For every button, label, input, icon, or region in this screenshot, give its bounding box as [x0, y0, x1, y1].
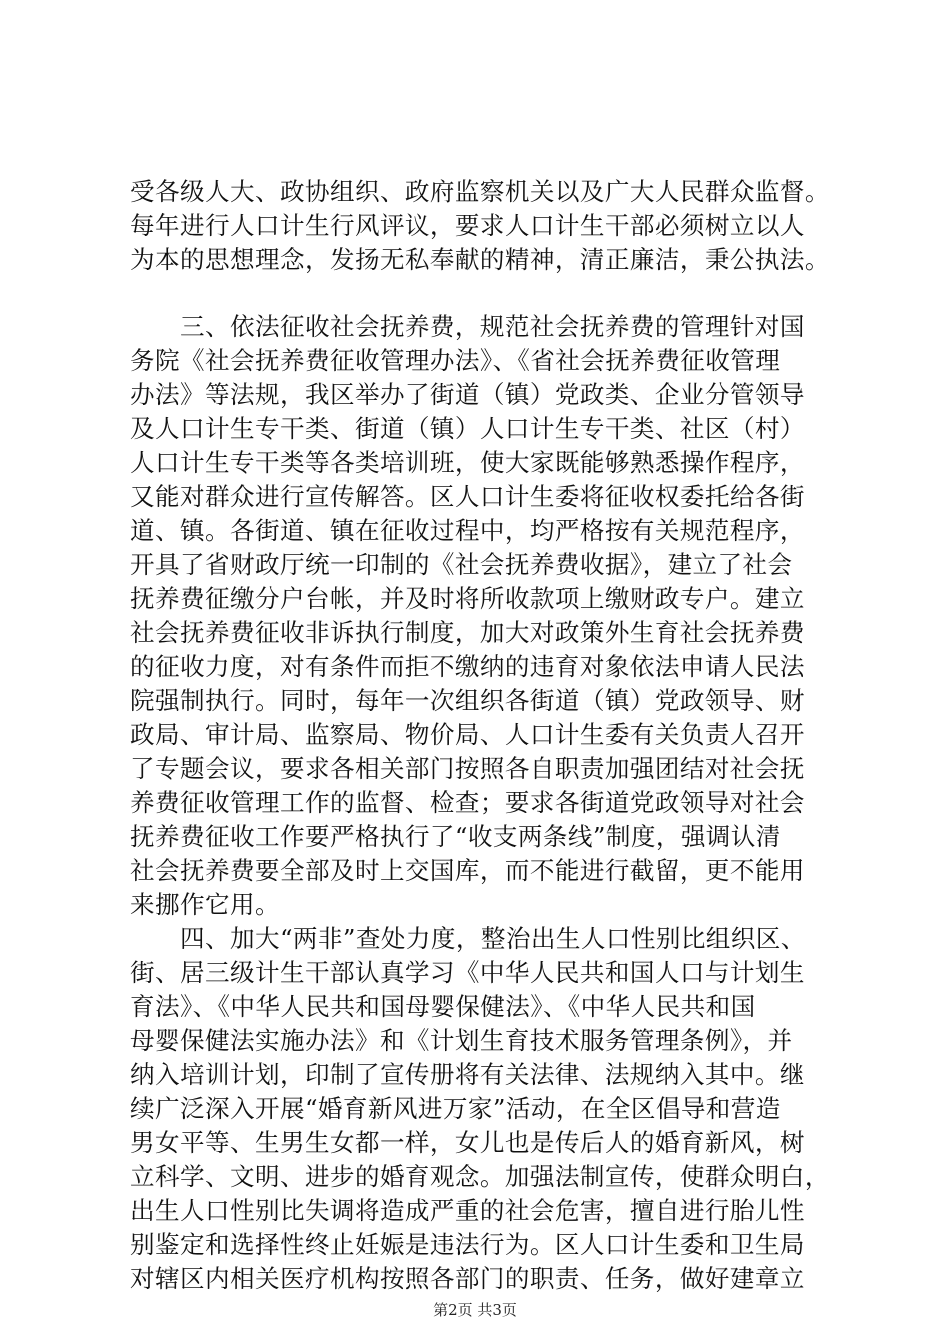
text-line: 社会抚养费要全部及时上交国库，而不能进行截留，更不能用 — [130, 856, 805, 885]
text-line: 受各级人大、政协组织、政府监察机关以及广大人民群众监督。 — [130, 177, 830, 206]
text-line: 男女平等、生男生女都一样，女儿也是传后人的婚育新风，树 — [130, 1128, 805, 1157]
text-line: 道、镇。各街道、镇在征收过程中，均严格按有关规范程序， — [130, 516, 805, 545]
text-line: 立科学、文明、进步的婚育观念。加强法制宣传，使群众明白， — [130, 1162, 830, 1191]
text-line: 续广泛深入开展“婚育新风进万家”活动，在全区倡导和营造 — [130, 1094, 781, 1123]
text-line: 抚养费征缴分户台帐，并及时将所收款项上缴财政专户。建立 — [130, 584, 805, 613]
page-number-footer: 第2页 共3页 — [433, 1301, 517, 1319]
text-line: 社会抚养费征收非诉执行制度，加大对政策外生育社会抚养费 — [130, 618, 805, 647]
text-line: 政局、审计局、监察局、物价局、人口计生委有关负责人召开 — [130, 720, 805, 749]
text-line: 纳入培训计划，印制了宣传册将有关法律、法规纳入其中。继 — [130, 1060, 805, 1089]
text-line: 育法》、《中华人民共和国母婴保健法》、《中华人民共和国 — [130, 992, 756, 1021]
text-line: 开具了省财政厅统一印制的《社会抚养费收据》，建立了社会 — [130, 550, 793, 579]
text-line: 养费征收管理工作的监督、检查；要求各街道党政领导对社会 — [130, 788, 805, 817]
text-line: 三、依法征收社会抚养费，规范社会抚养费的管理针对国 — [130, 312, 805, 341]
text-line: 每年进行人口计生行风评议，要求人口计生干部必须树立以人 — [130, 211, 805, 240]
text-line: 又能对群众进行宣传解答。区人口计生委将征收权委托给各街 — [130, 482, 805, 511]
text-line: 出生人口性别比失调将造成严重的社会危害，擅自进行胎儿性 — [130, 1196, 805, 1225]
text-line: 四、加大“两非”查处力度，整治出生人口性别比组织区、 — [130, 924, 806, 953]
text-line: 街、居三级计生干部认真学习《中华人民共和国人口与计划生 — [130, 958, 805, 987]
text-line: 母婴保健法实施办法》和《计划生育技术服务管理条例》，并 — [130, 1026, 793, 1055]
text-line: 人口计生专干类等各类培训班，使大家既能够熟悉操作程序， — [130, 448, 805, 477]
text-line: 为本的思想理念，发扬无私奉献的精神，清正廉洁，秉公执法。 — [130, 245, 830, 274]
text-line: 务院《社会抚养费征收管理办法》、《省社会抚养费征收管理 — [130, 346, 781, 375]
text-line: 别鉴定和选择性终止妊娠是违法行为。区人口计生委和卫生局 — [130, 1230, 805, 1259]
text-line: 的征收力度，对有条件而拒不缴纳的违育对象依法申请人民法 — [130, 652, 805, 681]
text-line: 抚养费征收工作要严格执行了“收支两条线”制度，强调认清 — [130, 822, 781, 851]
text-line: 办法》等法规，我区举办了街道（镇）党政类、企业分管领导 — [130, 380, 805, 409]
text-line: 来挪作它用。 — [130, 890, 280, 919]
text-line: 及人口计生专干类、街道（镇）人口计生专干类、社区（村） — [130, 414, 805, 443]
text-line: 对辖区内相关医疗机构按照各部门的职责、任务，做好建章立 — [130, 1264, 805, 1293]
text-line: 院强制执行。同时，每年一次组织各街道（镇）党政领导、财 — [130, 686, 805, 715]
text-line: 了专题会议，要求各相关部门按照各自职责加强团结对社会抚 — [130, 754, 805, 783]
